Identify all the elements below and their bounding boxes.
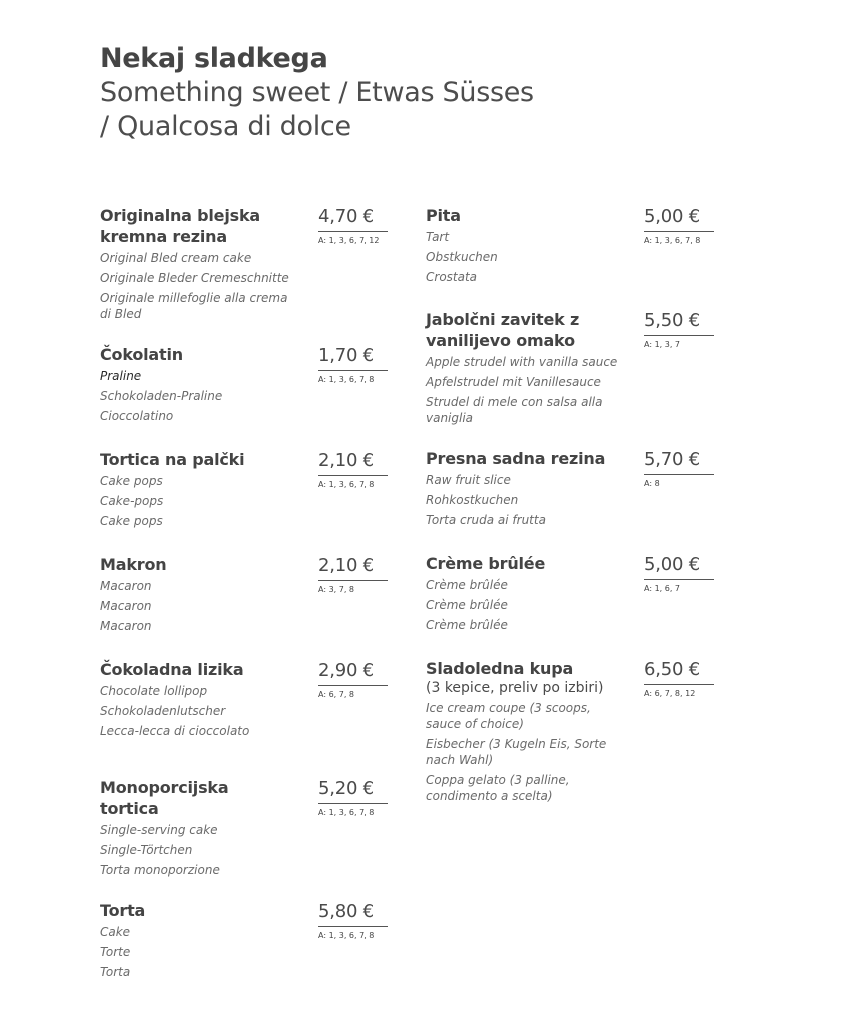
menu-item-chocolate-lollipop bbox=[100, 659, 290, 739]
item-translation-it: Strudel di mele con salsa alla vaniglia bbox=[426, 395, 603, 425]
item-translation-it: Originale millefoglie alla crema di Bled bbox=[100, 291, 288, 321]
item-allergens: A: 6, 7, 8, 12 bbox=[644, 689, 696, 698]
item-translation-de: Macaron bbox=[100, 599, 152, 613]
menu-item-cake-pops bbox=[100, 449, 290, 529]
item-translation-it: Cioccolatino bbox=[100, 409, 174, 423]
item-note: (3 kepice, preliv po izbiri) bbox=[426, 680, 604, 696]
item-allergens: A: 1, 3, 6, 7, 8 bbox=[318, 931, 375, 940]
item-price: 2,10 € bbox=[318, 554, 388, 581]
menu-item-pita bbox=[426, 205, 626, 285]
menu-item-bled-cream-cake bbox=[100, 205, 290, 322]
item-price: 5,50 € bbox=[644, 309, 714, 336]
item-translation-en: Ice cream coupe (3 scoops, sauce of choice) bbox=[426, 701, 591, 731]
menu-item-raw-fruit-slice bbox=[426, 448, 626, 528]
item-price: 5,80 € bbox=[318, 900, 388, 927]
item-translation-de: Schokoladenlutscher bbox=[100, 704, 226, 718]
item-translation-de: Crème brûlée bbox=[426, 598, 508, 612]
item-translation-de: Apfelstrudel mit Vanillesauce bbox=[426, 375, 601, 389]
item-name: Crème brûlée bbox=[426, 554, 546, 573]
price-block bbox=[318, 205, 388, 245]
item-translation-en: Chocolate lollipop bbox=[100, 684, 208, 698]
menu-header bbox=[100, 42, 620, 144]
price-block bbox=[318, 554, 388, 594]
item-translation-de: Obstkuchen bbox=[426, 250, 498, 264]
page-title: Nekaj sladkega bbox=[100, 43, 328, 74]
item-name: kremna rezina bbox=[100, 227, 227, 246]
item-translation-it: Cake pops bbox=[100, 514, 163, 528]
price-block bbox=[318, 344, 388, 384]
item-translation-it: Crème brûlée bbox=[426, 618, 508, 632]
item-allergens: A: 1, 3, 6, 7, 8 bbox=[318, 808, 375, 817]
price-block bbox=[644, 448, 714, 488]
item-name: Tortica na palčki bbox=[100, 450, 245, 469]
page-subtitle-line-2: / Qualcosa di dolce bbox=[100, 111, 351, 142]
item-price: 5,00 € bbox=[644, 553, 714, 580]
item-name: Presna sadna rezina bbox=[426, 449, 606, 468]
price-block bbox=[318, 659, 388, 699]
item-translation-it: Crostata bbox=[426, 270, 478, 284]
item-translation-en: Praline bbox=[100, 369, 142, 383]
item-name: Makron bbox=[100, 555, 167, 574]
price-block bbox=[318, 777, 388, 817]
item-allergens: A: 1, 3, 6, 7, 12 bbox=[318, 236, 380, 245]
item-translation-en: Apple strudel with vanilla sauce bbox=[426, 355, 618, 369]
item-name: vanilijevo omako bbox=[426, 331, 575, 350]
item-allergens: A: 1, 3, 6, 7, 8 bbox=[318, 480, 375, 489]
item-translation-en: Tart bbox=[426, 230, 450, 244]
menu-item-creme-brulee bbox=[426, 553, 626, 633]
price-block bbox=[318, 449, 388, 489]
item-price: 1,70 € bbox=[318, 344, 388, 371]
item-price: 5,00 € bbox=[644, 205, 714, 232]
price-block bbox=[318, 900, 388, 940]
item-translation-en: Cake pops bbox=[100, 474, 163, 488]
item-translation-en: Raw fruit slice bbox=[426, 473, 511, 487]
item-translation-it: Macaron bbox=[100, 619, 152, 633]
item-name: tortica bbox=[100, 799, 159, 818]
item-allergens: A: 1, 3, 6, 7, 8 bbox=[318, 375, 375, 384]
item-translation-it: Torta monoporzione bbox=[100, 863, 220, 877]
menu-item-torta bbox=[100, 900, 290, 980]
item-translation-de: Originale Bleder Cremeschnitte bbox=[100, 271, 289, 285]
item-translation-it: Torta cruda ai frutta bbox=[426, 513, 546, 527]
item-translation-it: Lecca-lecca di cioccolato bbox=[100, 724, 250, 738]
item-name: Jabolčni zavitek z bbox=[426, 310, 580, 329]
item-translation-it: Coppa gelato (3 palline, condimento a scelta) bbox=[426, 773, 570, 803]
item-allergens: A: 1, 3, 7 bbox=[644, 340, 681, 349]
item-price: 2,90 € bbox=[318, 659, 388, 686]
item-name: Monoporcijska bbox=[100, 778, 229, 797]
item-price: 5,70 € bbox=[644, 448, 714, 475]
item-translation-en: Crème brûlée bbox=[426, 578, 508, 592]
menu-item-single-serving-cake bbox=[100, 777, 290, 878]
item-translation-de: Eisbecher (3 Kugeln Eis, Sorte nach Wahl) bbox=[426, 737, 607, 767]
item-translation-de: Cake-pops bbox=[100, 494, 164, 508]
item-translation-en: Cake bbox=[100, 925, 131, 939]
price-block bbox=[644, 658, 714, 698]
item-translation-it: Torta bbox=[100, 965, 131, 979]
item-translation-de: Torte bbox=[100, 945, 131, 959]
item-allergens: A: 3, 7, 8 bbox=[318, 585, 355, 594]
price-block bbox=[644, 205, 714, 245]
item-name: Torta bbox=[100, 901, 146, 920]
item-name: Sladoledna kupa bbox=[426, 659, 574, 678]
item-price: 6,50 € bbox=[644, 658, 714, 685]
menu-item-cokolatin bbox=[100, 344, 290, 424]
item-name: Originalna blejska bbox=[100, 206, 260, 225]
item-translation-de: Single-Törtchen bbox=[100, 843, 193, 857]
item-price: 2,10 € bbox=[318, 449, 388, 476]
item-name: Čokoladna lizika bbox=[100, 660, 244, 679]
item-price: 5,20 € bbox=[318, 777, 388, 804]
item-translation-de: Schokoladen-Praline bbox=[100, 389, 223, 403]
item-name: Pita bbox=[426, 206, 461, 225]
menu-item-makron bbox=[100, 554, 290, 634]
item-allergens: A: 1, 3, 6, 7, 8 bbox=[644, 236, 701, 245]
item-translation-de: Rohkostkuchen bbox=[426, 493, 519, 507]
price-block bbox=[644, 309, 714, 349]
item-translation-en: Macaron bbox=[100, 579, 152, 593]
item-allergens: A: 8 bbox=[644, 479, 660, 488]
page-subtitle-line-1: Something sweet / Etwas Süsses bbox=[100, 77, 534, 108]
item-price: 4,70 € bbox=[318, 205, 388, 232]
menu-item-apple-strudel bbox=[426, 309, 626, 426]
item-name: Čokolatin bbox=[100, 345, 183, 364]
menu-item-ice-cream-coupe bbox=[426, 658, 626, 804]
price-block bbox=[644, 553, 714, 593]
item-allergens: A: 6, 7, 8 bbox=[318, 690, 355, 699]
item-translation-en: Single-serving cake bbox=[100, 823, 218, 837]
item-translation-en: Original Bled cream cake bbox=[100, 251, 252, 265]
item-allergens: A: 1, 6, 7 bbox=[644, 584, 681, 593]
